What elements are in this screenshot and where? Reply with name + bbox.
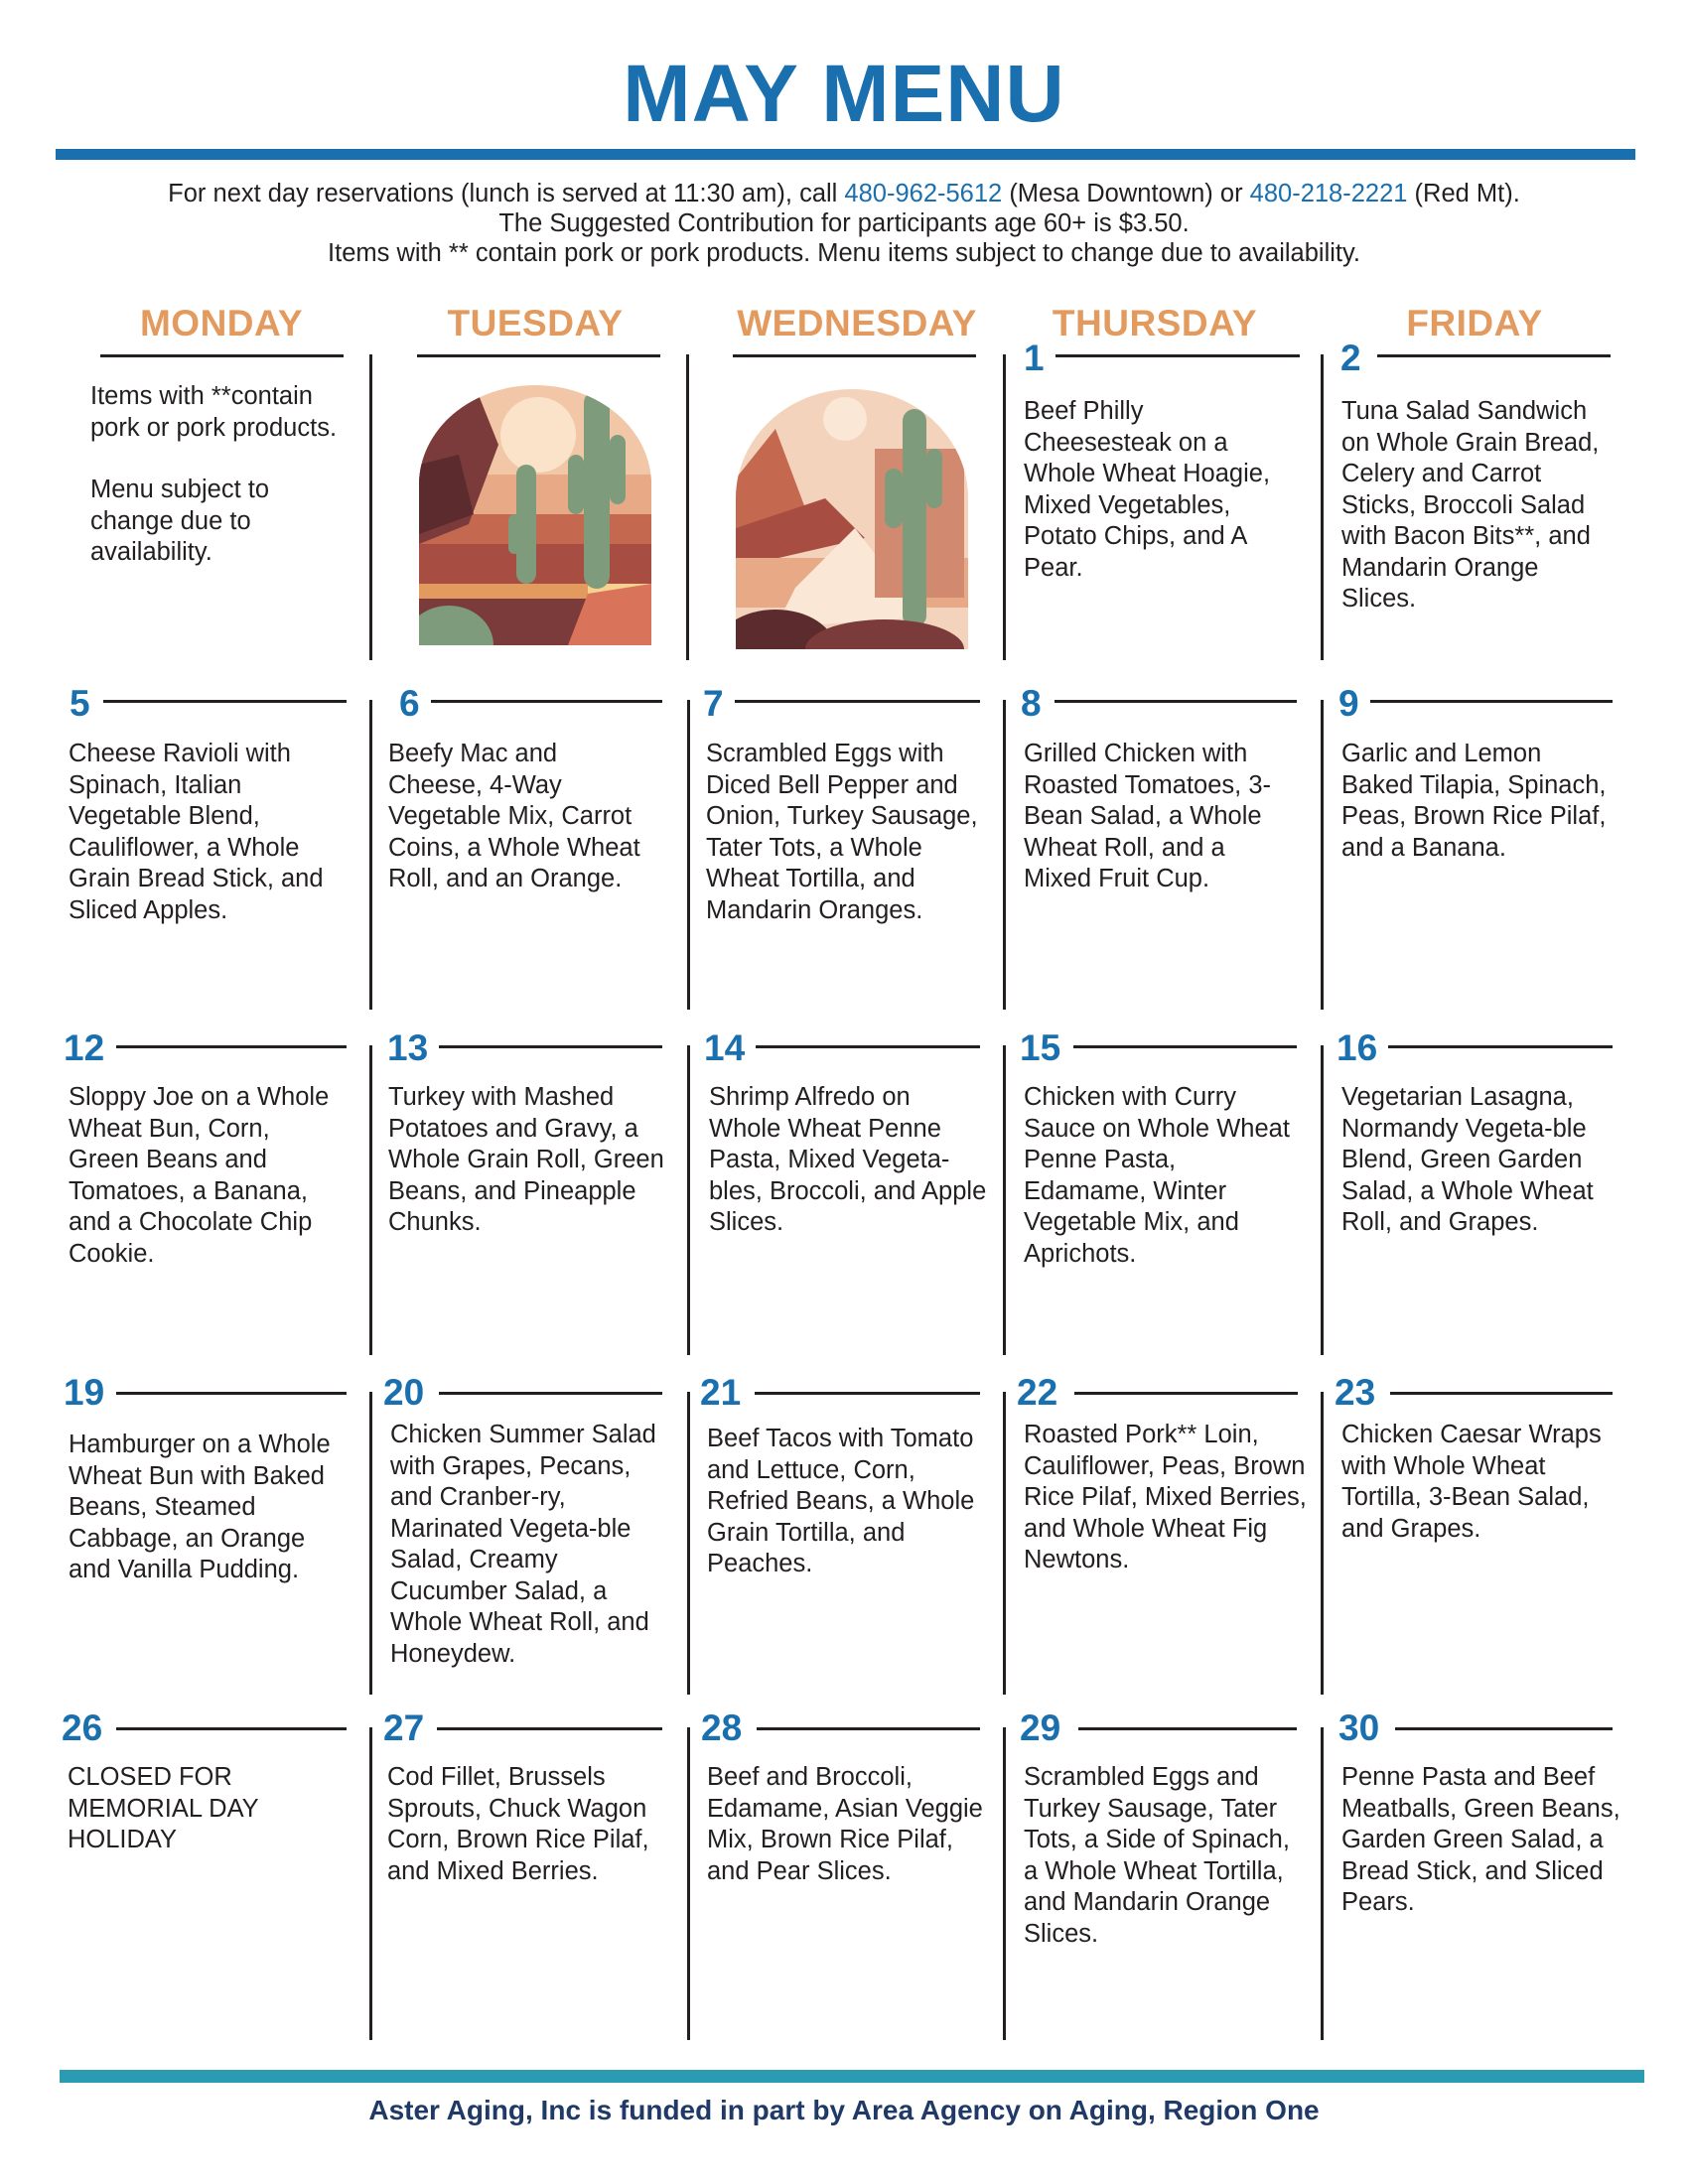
- divider-line: [1370, 700, 1613, 703]
- day-number-19: 19: [64, 1372, 105, 1413]
- divider-line: [1321, 700, 1324, 1010]
- day-number-9: 9: [1338, 683, 1359, 724]
- title-rule: [56, 149, 1635, 160]
- divider-line: [1003, 1727, 1006, 2040]
- day-number-14: 14: [704, 1027, 746, 1068]
- footer-funding-text: Aster Aging, Inc is funded in part by Area Agency on Aging, Region One: [368, 2095, 1320, 2125]
- divider-line: [431, 700, 662, 703]
- day-header-thursday: THURSDAY: [1052, 303, 1258, 343]
- menu-item-may-8: Grilled Chicken with Roasted Tomatoes, 3-Bean Salad, a Whole Wheat Roll, and a Mixed Fruit Cup.: [1024, 740, 1271, 892]
- day-number-16: 16: [1336, 1027, 1378, 1068]
- divider-line: [687, 1727, 690, 2040]
- divider-line: [755, 1392, 980, 1395]
- divider-line: [1321, 1392, 1324, 1695]
- divider-line: [437, 1727, 662, 1730]
- divider-line: [369, 700, 372, 1010]
- day-header-monday: MONDAY: [139, 303, 304, 343]
- divider-line: [687, 1392, 690, 1695]
- day-number-12: 12: [64, 1027, 105, 1068]
- menu-item-may-2: Tuna Salad Sandwich on Whole Grain Bread, Celery and Carrot Sticks, Broccoli Salad with Bacon Bits**, and Mandarin Orange Slices.: [1341, 397, 1600, 613]
- intro-line-1-a: For next day reservations (lunch is served at 11:30 am), call: [168, 180, 845, 207]
- day-number-15: 15: [1020, 1027, 1061, 1068]
- divider-line: [116, 1045, 347, 1048]
- intro-line-1: [0, 179, 1688, 208]
- day-number-23: 23: [1335, 1372, 1376, 1413]
- divider-line: [369, 1727, 372, 2040]
- day-number-5: 5: [70, 683, 90, 724]
- divider-line: [1074, 1392, 1298, 1395]
- divider-line: [735, 700, 980, 703]
- divider-line: [369, 1045, 372, 1355]
- menu-item-may-22: Roasted Pork** Loin, Cauliflower, Peas, Brown Rice Pilaf, Mixed Berries, and Whole Wheat Fig Newtons.: [1024, 1421, 1307, 1573]
- divider-line: [1390, 1392, 1613, 1395]
- menu-item-may-29: Scrambled Eggs and Turkey Sausage, Tater Tots, a Side of Spinach, a Whole Wheat Tortilla, and Mandarin Orange Slices.: [1024, 1763, 1290, 1948]
- intro-line-1-c: (Red Mt).: [1407, 180, 1520, 207]
- day-number-13: 13: [387, 1027, 429, 1068]
- day-number-29: 29: [1020, 1707, 1061, 1748]
- menu-item-may-21: Beef Tacos with Tomato and Lettuce, Corn, Refried Beans, a Whole Grain Tortilla, and Peaches.: [707, 1425, 975, 1577]
- divider-line: [687, 700, 690, 1010]
- divider-line: [369, 1392, 372, 1695]
- day-number-21: 21: [700, 1372, 742, 1413]
- divider-line: [417, 354, 660, 357]
- day-number-27: 27: [383, 1707, 425, 1748]
- divider-line: [1003, 1392, 1006, 1695]
- divider-line: [439, 1045, 662, 1048]
- divider-line: [1377, 354, 1611, 357]
- day-number-28: 28: [701, 1707, 743, 1748]
- desert-canyon-illustration: [736, 389, 968, 649]
- menu-item-may-5: Cheese Ravioli with Spinach, Italian Vegetable Blend, Cauliflower, a Whole Grain Bread Stick, and Sliced Apples.: [69, 740, 324, 924]
- menu-item-may-20: Chicken Summer Salad with Grapes, Pecans, and Cranber-ry, Marinated Vegeta-ble Salad, Creamy Cucumber Salad, a Whole Wheat Roll, and Honeydew.: [390, 1421, 656, 1668]
- day-number-2: 2: [1340, 338, 1361, 378]
- divider-line: [757, 1727, 980, 1730]
- divider-line: [1003, 700, 1006, 1010]
- menu-item-may-19: Hamburger on a Whole Wheat Bun with Baked Beans, Steamed Cabbage, an Orange and Vanilla Pudding.: [69, 1431, 331, 1583]
- intro-line-1-b: (Mesa Downtown) or: [1002, 180, 1250, 207]
- menu-item-may-1: Beef Philly Cheesesteak on a Whole Wheat Hoagie, Mixed Vegetables, Potato Chips, and A Pear.: [1024, 397, 1271, 582]
- phone-red-mt[interactable]: 480-218-2221: [1249, 180, 1408, 207]
- menu-item-may-26: CLOSED FOR MEMORIAL DAY HOLIDAY: [68, 1763, 259, 1853]
- menu-item-may-9: Garlic and Lemon Baked Tilapia, Spinach, Peas, Brown Rice Pilaf, and a Banana.: [1341, 740, 1607, 862]
- note-pork: Items with **contain pork or pork products.: [90, 382, 338, 442]
- menu-item-may-30: Penne Pasta and Beef Meatballs, Green Beans, Garden Green Salad, a Bread Stick, and Sliced Pears.: [1341, 1763, 1620, 1916]
- divider-line: [687, 1045, 690, 1355]
- menu-item-may-15: Chicken with Curry Sauce on Whole Wheat Penne Pasta, Edamame, Winter Vegetable Mix, and Aprichots.: [1024, 1083, 1290, 1268]
- menu-item-may-6: Beefy Mac and Cheese, 4-Way Vegetable Mix, Carrot Coins, a Whole Wheat Roll, and an Orange.: [388, 740, 640, 892]
- day-number-26: 26: [62, 1707, 103, 1748]
- intro-text: [0, 179, 1688, 268]
- intro-line-3: Items with ** contain pork or pork products. Menu items subject to change due to availability.: [328, 239, 1360, 267]
- day-number-8: 8: [1021, 683, 1042, 724]
- divider-line: [103, 700, 347, 703]
- note-subject-to-change: Menu subject to change due to availability.: [90, 476, 270, 566]
- divider-line: [1073, 1045, 1297, 1048]
- divider-line: [1321, 354, 1324, 660]
- day-header-tuesday: TUESDAY: [447, 303, 624, 343]
- divider-line: [1055, 354, 1300, 357]
- divider-line: [116, 1727, 347, 1730]
- menu-item-may-12: Sloppy Joe on a Whole Wheat Bun, Corn, Green Beans and Tomatoes, a Banana, and a Chocolate Chip Cookie.: [69, 1083, 330, 1268]
- day-header-friday: FRIDAY: [1406, 303, 1543, 343]
- menu-item-may-14: Shrimp Alfredo on Whole Wheat Penne Pasta, Mixed Vegeta-bles, Broccoli, and Apple Slices.: [709, 1083, 987, 1236]
- divider-line: [116, 1392, 347, 1395]
- day-number-7: 7: [703, 683, 724, 724]
- intro-line-2: The Suggested Contribution for participants age 60+ is $3.50.: [498, 209, 1190, 237]
- divider-line: [733, 354, 976, 357]
- divider-line: [1321, 1045, 1324, 1355]
- divider-line: [1321, 1727, 1324, 2040]
- menu-item-may-7: Scrambled Eggs with Diced Bell Pepper and Onion, Turkey Sausage, Tater Tots, a Whole Wheat Tortilla, and Mandarin Oranges.: [706, 740, 978, 924]
- menu-item-may-13: Turkey with Mashed Potatoes and Gravy, a Whole Grain Roll, Green Beans, and Pineapple Chunks.: [388, 1083, 664, 1236]
- day-number-30: 30: [1338, 1707, 1380, 1748]
- desert-cactus-illustration: [419, 385, 651, 645]
- divider-line: [100, 354, 344, 357]
- footer-rule: [60, 2070, 1644, 2083]
- phone-mesa-downtown[interactable]: 480-962-5612: [844, 180, 1003, 207]
- divider-line: [1388, 1045, 1613, 1048]
- divider-line: [756, 1045, 980, 1048]
- divider-line: [439, 1392, 662, 1395]
- menu-item-may-16: Vegetarian Lasagna, Normandy Vegeta-ble Blend, Green Garden Salad, a Whole Wheat Roll, and Grapes.: [1341, 1083, 1594, 1236]
- menu-note: [90, 381, 358, 569]
- menu-item-may-28: Beef and Broccoli, Edamame, Asian Veggie Mix, Brown Rice Pilaf, and Pear Slices.: [707, 1763, 983, 1885]
- day-number-22: 22: [1017, 1372, 1058, 1413]
- page-title: MAY MENU: [623, 49, 1065, 139]
- divider-line: [1055, 700, 1297, 703]
- divider-line: [1003, 354, 1006, 660]
- day-header-wednesday: WEDNESDAY: [737, 303, 977, 343]
- divider-line: [1003, 1045, 1006, 1355]
- menu-item-may-27: Cod Fillet, Brussels Sprouts, Chuck Wagon Corn, Brown Rice Pilaf, and Mixed Berries.: [387, 1763, 649, 1885]
- divider-line: [686, 354, 689, 660]
- divider-line: [1395, 1727, 1613, 1730]
- divider-line: [369, 354, 372, 660]
- day-number-20: 20: [383, 1372, 425, 1413]
- day-number-1: 1: [1024, 338, 1045, 378]
- menu-item-may-23: Chicken Caesar Wraps with Whole Wheat Tortilla, 3-Bean Salad, and Grapes.: [1341, 1421, 1602, 1543]
- divider-line: [1078, 1727, 1297, 1730]
- day-number-6: 6: [399, 683, 420, 724]
